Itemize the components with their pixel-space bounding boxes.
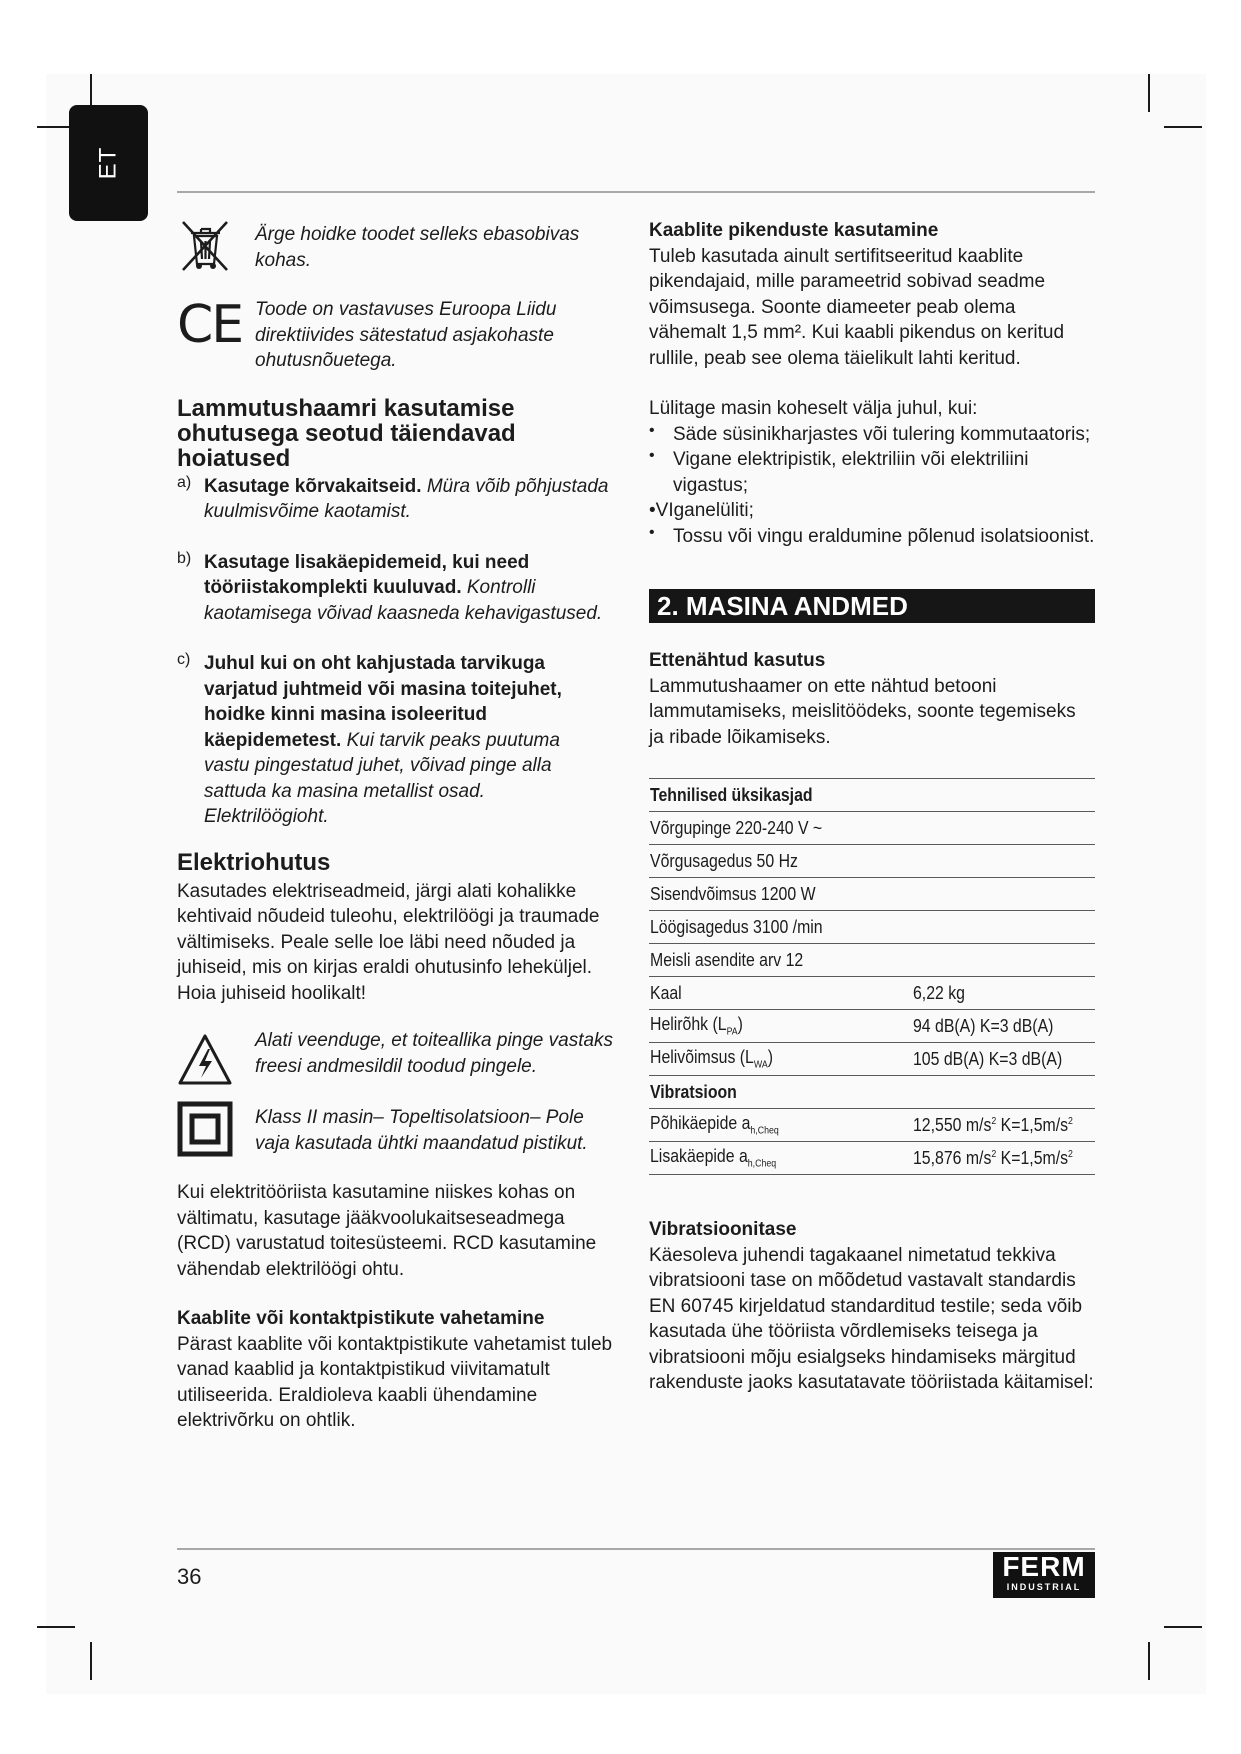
item-mark: c) [177,651,191,668]
cable-replace-text: Pärast kaablite või kontaktpistikute vahetamist tuleb vanad kaablid ja kontaktpistikud viivitamatult utiliseerida. Eraldioleva kaabli ühendamine elektrivõrku on ohtlik. [177,1333,613,1431]
class2-notice [177,1101,623,1156]
ce-text: Toode on vastavuses Euroopa Liidu direktiivides sätestatud asjakohaste ohutusnõuetega. [255,299,557,371]
section-title-bar: 2. MASINA ANDMED [649,589,1095,623]
item-mark: a) [177,473,192,491]
crop-mark-tr-h [1164,126,1202,128]
table-row: Vibratsioon [649,1076,1095,1109]
table-row: Meisli asendite arv 12 [649,944,1095,977]
language-tab [69,105,148,221]
ferm-logo [993,1552,1095,1598]
logo-main: FERM [1002,1551,1086,1582]
specs-title: Tehnilised üksikasjad [650,784,813,805]
warning-item-a [177,474,623,525]
rcd-text: Kui elektritööriista kasutamine niiskes kohas on vältimatu, kasutage jääkvoolukaitseseadmega (RCD) varustatud toitesüsteemi. RCD kasutamine vähendab elektrilöögi ohtu. [177,1182,597,1280]
table-row: Lisakäepide $a_{h,Cheq}$ 15,876 $m/s^2$ $K=1,5m/s^2$ [649,1142,1095,1175]
bullet-item: • Säde süsinikharjastes või tulering kommutaatoris; [649,421,1091,445]
bullet-item: •VIganelüliti; [649,500,754,521]
intended-use-text: Lammutushaamer on ette nähtud betooni lammutamiseks, meislitöödeks, soonte tegemiseks ja ribade lõikamiseks. [649,675,1076,748]
crop-mark-bl-h [37,1626,75,1628]
item-italic: Kontrolli kaotamisega võivad kaasneda kehavigastused. [204,577,603,624]
extension-heading: Kaablite pikenduste kasutamine [649,220,939,241]
right-column [649,218,1095,1396]
warning-item-c [177,651,623,830]
language-tab-label: ET [94,146,122,180]
voltage-notice [177,1028,623,1079]
table-row: Põhikäepide $a_{h,Cheq}$ 12,550 $m/s^2$ $K=1,5m/s^2$ [649,1109,1095,1142]
logo-sub: INDUSTRIAL [1006,1582,1082,1592]
ce-mark-icon: CE [177,295,243,355]
table-row [649,779,1095,812]
warning-item-b [177,550,623,627]
cable-replace-heading: Kaablite või kontaktpistikute vahetamine [177,1308,545,1329]
specs-table [649,778,1095,1175]
table-row: Kaal 6,22 kg [649,977,1095,1010]
left-column [177,218,623,1434]
item-bold: Kasutage lisakäepidemeid, kui need tööriistakomplekti kuuluvad. [204,551,530,598]
table-row: Löögisagedus 3100 /min [649,911,1095,944]
table-row: Helirõhk $(L_{PA})$ 94 dB(A) K=3 dB(A) [649,1010,1095,1043]
item-bold: Kasutage kõrvakaitseid. [204,475,422,497]
vibration-level-heading: Vibratsioonitase [649,1219,797,1240]
header-rule [177,191,1095,193]
high-voltage-warning-icon [177,1032,233,1088]
vibration-level-text: Käesoleva juhendi tagakaanel nimetatud tekkiva vibratsiooni tase on mõõdetud vastavalt standardis EN 60745 kirjeldatud standarditud testile; seda võib kasutada ühe tööriista võrdlemiseks teisega ja vibratsiooni mõju esialgseks hindamiseks märgitud rakenduste jaoks kasutatavate tööriistada käitamisel: [649,1244,1094,1393]
bullet-item: • Vigane elektripistik, elektriliin või elektriliini vigastus; [649,447,1029,496]
table-row: Sisendvõimsus 1200 W [649,878,1095,911]
bullet-item: • Tossu või vingu eraldumine põlenud isolatsioonist. [649,523,1095,547]
page-number: 36 [177,1564,202,1589]
table-row: Võrgupinge 220-240 V ~ [649,812,1095,845]
voltage-text: Alati veenduge, et toiteallika pinge vastaks freesi andmesildil toodud pingele. [255,1030,614,1077]
item-mark: b) [177,549,192,567]
electric-safety-text: Kasutades elektriseadmeid, järgi alati kohalikke kehtivaid nõudeid tuleohu, elektrilöögi ja traumade vältimiseks. Peale selle loe läbi need nõuded ja juhiseid, mis on kirjas eraldi ohutusinfo leheküljel. Hoia juhiseid hoolikalt! [177,880,600,1004]
intended-use-heading: Ettenähtud kasutus [649,650,826,671]
double-insulation-icon [177,1101,233,1157]
footer-rule [177,1548,1095,1550]
class2-text: Klass II masin– Topeltisolatsioon– Pole vaja kasutada ühtki maandatud pistikut. [255,1107,588,1154]
crop-mark-br-h [1164,1626,1202,1628]
heading-electric-safety: Elektriohutus [177,848,331,876]
crop-mark-bl-v [90,1642,92,1680]
heading-demolition-safety: Lammutushaamri kasutamise ohutusega seotud täiendavad hoiatused [177,394,516,472]
item-italic: Kui tarvik peaks puutuma vastu pingestatud juhet, võivad pinge alla sattuda ka masina metallist osad. Elektrilöögioht. [204,729,560,827]
table-row: Helivõimsus $(L_{WA})$ 105 dB(A) K=3 dB(A) [649,1043,1095,1076]
crop-mark-br-v [1148,1642,1150,1680]
table-row: Võrgusagedus 50 Hz [649,845,1095,878]
crop-mark-tr-v [1148,74,1150,112]
item-bold: Juhul kui on oht kahjustada tarvikuga varjatud juhtmeid või masina toitejuhet, hoidke kinni masina isoleeritud käepidemetest. [204,653,562,751]
item-italic: Müra võib põhjustada kuulmisvõime kaotamist. [204,475,609,522]
ce-notice [177,297,623,374]
bin-text: Ärge hoidke toodet selleks ebasobivas kohas. [255,224,580,271]
switch-off-intro: Lülitage masin koheselt välja juhul, kui: [649,398,978,419]
crossed-bin-icon [177,218,233,274]
bin-notice [177,222,623,273]
extension-text: Tuleb kasutada ainult sertifitseeritud kaablite pikendajaid, mille parameetrid sobivad seadme võimsusega. Soonte diameeter peab olema vähemalt 1,5 mm². Kui kaabli pikendus on keritud rullile, peab see olema täielikult lahti keritud. [649,245,1065,369]
